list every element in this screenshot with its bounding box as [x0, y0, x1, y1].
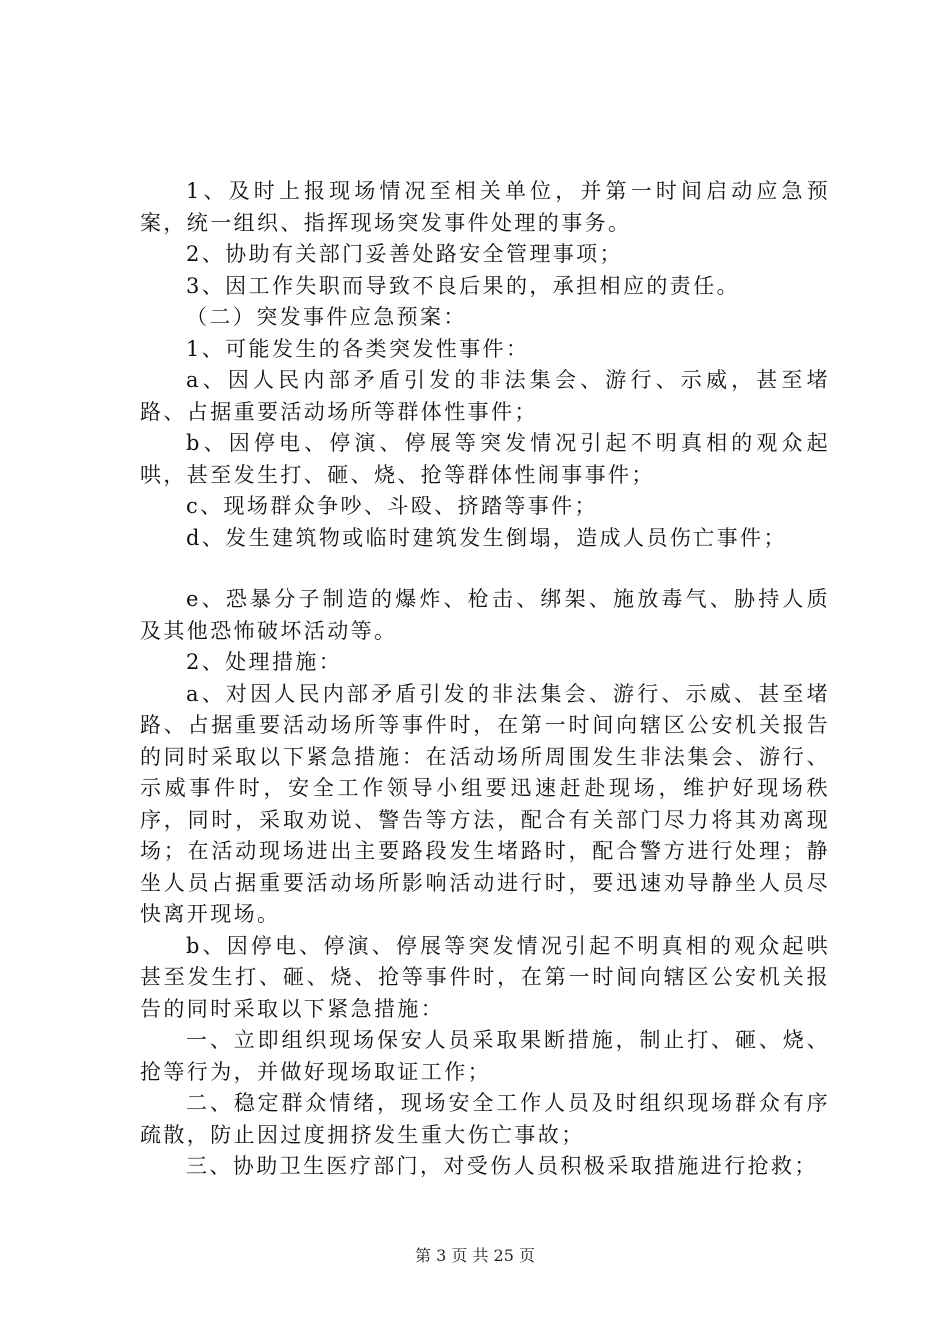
- page-footer: 第 3 页 共 25 页: [415, 1246, 535, 1265]
- paragraph: d、发生建筑物或临时建筑发生倒塌，造成人员伤亡事件；: [186, 525, 787, 550]
- paragraph: 1、及时上报现场情况至相关单位，并第一时间启动应急预案，统一组织、指挥现场突发事件处理的事务。: [140, 179, 830, 235]
- section-heading: （二）突发事件应急预案：: [186, 305, 467, 329]
- paragraph: c、现场群众争吵、斗殴、挤踏等事件；: [186, 494, 598, 518]
- paragraph: 2、处理措施：: [186, 650, 343, 674]
- paragraph: a、因人民内部矛盾引发的非法集会、游行、示威，甚至堵路、占据重要活动场所等群体性事件；: [140, 368, 830, 424]
- paragraph: b、因停电、停演、停展等突发情况引起不明真相的观众起哄甚至发生打、砸、烧、抢等事件时，在第一时间向辖区公安机关报告的同时采取以下紧急措施：: [140, 933, 830, 1021]
- paragraph: 3、因工作失职而导致不良后果的，承担相应的责任。: [186, 273, 740, 298]
- paragraph: e、恐暴分子制造的爆炸、枪击、绑架、施放毒气、胁持人质及其他恐怖破坏活动等。: [140, 587, 830, 643]
- paragraph: 一、立即组织现场保安人员采取果断措施，制止打、砸、烧、抢等行为，并做好现场取证工作；: [140, 1028, 830, 1084]
- paragraph: 三、协助卫生医疗部门，对受伤人员积极采取措施进行抢救；: [186, 1154, 818, 1178]
- paragraph: 二、稳定群众情绪，现场安全工作人员及时组织现场群众有序疏散，防止因过度拥挤发生重大伤亡事故；: [140, 1091, 830, 1147]
- paragraph: 2、协助有关部门妥善处路安全管理事项；: [186, 242, 623, 266]
- paragraph: b、因停电、停演、停展等突发情况引起不明真相的观众起哄，甚至发生打、砸、烧、抢等群体性闹事事件；: [140, 431, 830, 487]
- document-body: [140, 176, 830, 1183]
- paragraph: a、对因人民内部矛盾引发的非法集会、游行、示威、甚至堵路、占据重要活动场所等事件时，在第一时间向辖区公安机关报告的同时采取以下紧急措施：在活动场所周围发生非法集会、游行、示威事件时，安全工作领导小组要迅速赶赴现场，维护好现场秩序，同时，采取劝说、警告等方法，配合有关部门尽力将其劝离现场；在活动现场进出主要路段发生堵路时，配合警方进行处理；静坐人员占据重要活动场所影响活动进行时，要迅速劝导静坐人员尽快离开现场。: [140, 681, 830, 926]
- paragraph: 1、可能发生的各类突发性事件：: [186, 336, 530, 361]
